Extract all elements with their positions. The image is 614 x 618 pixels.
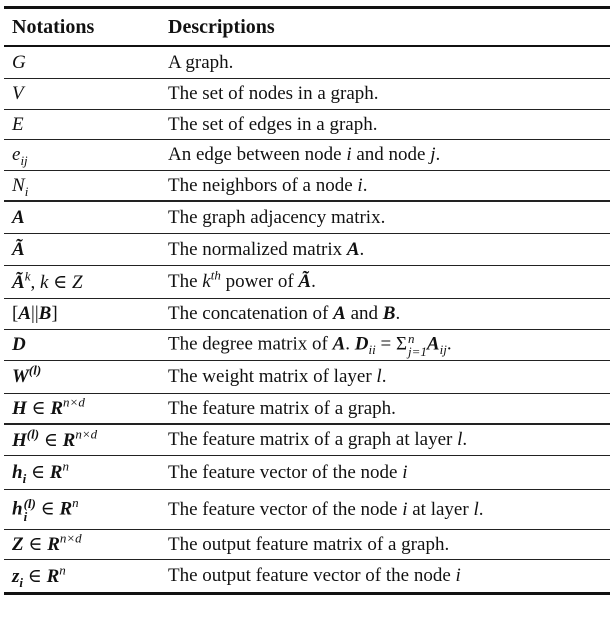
description-cell: A graph. [168, 51, 234, 73]
notation-cell: Z ∈ $R^{n\times d}$ [12, 530, 82, 555]
notation-cell: $H^{(l)}$ ∈ $R^{n\times d}$ [12, 426, 98, 451]
table-row [4, 361, 610, 394]
table-row [4, 490, 610, 530]
notation-cell: $Ã^k$, k ∈ Z [12, 268, 83, 293]
table-row [4, 47, 610, 79]
description-cell: The output feature matrix of a graph. [168, 533, 450, 555]
notation-cell: D [12, 334, 26, 355]
description-cell: The degree matrix of A. $D_{ii} = \Sigma$ n j=1 $A_{ij}$. [168, 331, 452, 359]
table-row [4, 330, 610, 361]
description-cell: The feature vector of the node i [168, 461, 408, 483]
header-descriptions: Descriptions [168, 15, 275, 38]
table-row [4, 171, 610, 202]
table-row [4, 299, 610, 330]
table-header [4, 9, 610, 47]
notation-cell: Ã [12, 238, 25, 260]
description-cell: The graph adjacency matrix. [168, 206, 386, 228]
notation-cell: H ∈ $R^{n\times d}$ [12, 394, 85, 419]
notation-cell: V [12, 83, 24, 104]
notation-cell: [A||B] [12, 303, 58, 324]
description-cell: The $k^{th}$ power of Ã. [168, 267, 316, 292]
notation-cell: $N_i$ [12, 174, 29, 199]
description-cell: The weight matrix of layer l. [168, 366, 387, 387]
description-cell: The output feature vector of the node i [168, 565, 461, 586]
table-row [4, 234, 610, 266]
description-cell: The feature matrix of a graph. [168, 397, 396, 419]
notation-cell: $W^{(l)}$ [12, 362, 42, 387]
description-cell: The feature matrix of a graph at layer l. [168, 429, 468, 450]
bottom-rule [4, 592, 610, 595]
description-cell: An edge between node i and node j. [168, 144, 441, 165]
description-cell: The neighbors of a node i. [168, 174, 368, 196]
notation-cell: A [12, 206, 25, 228]
notation-cell: G [12, 51, 26, 73]
header-notations: Notations [12, 15, 95, 38]
table-row [4, 140, 610, 171]
table-row [4, 266, 610, 299]
description-cell: The normalized matrix A. [168, 238, 365, 260]
table-row [4, 79, 610, 110]
description-cell: The set of edges in a graph. [168, 113, 378, 135]
description-cell: The set of nodes in a graph. [168, 83, 379, 104]
notation-cell: $h_i$ ∈ $R^n$ [12, 458, 69, 486]
table-row [4, 425, 610, 456]
table-row [4, 530, 610, 560]
description-cell: The feature vector of the node i at layer l. [168, 498, 484, 520]
notation-cell: $z_i$ ∈ $R^n$ [12, 562, 66, 590]
table-row [4, 560, 610, 592]
notation-cell: E [12, 113, 24, 135]
table-row [4, 394, 610, 425]
notation-table [4, 6, 610, 595]
notation-cell: h (l) i ∈ $R^n$ [12, 494, 79, 524]
table-row [4, 202, 610, 234]
table-row [4, 110, 610, 140]
table-row [4, 456, 610, 490]
description-cell: The concatenation of A and B. [168, 303, 401, 324]
notation-cell: $e_{ij}$ [12, 144, 28, 168]
